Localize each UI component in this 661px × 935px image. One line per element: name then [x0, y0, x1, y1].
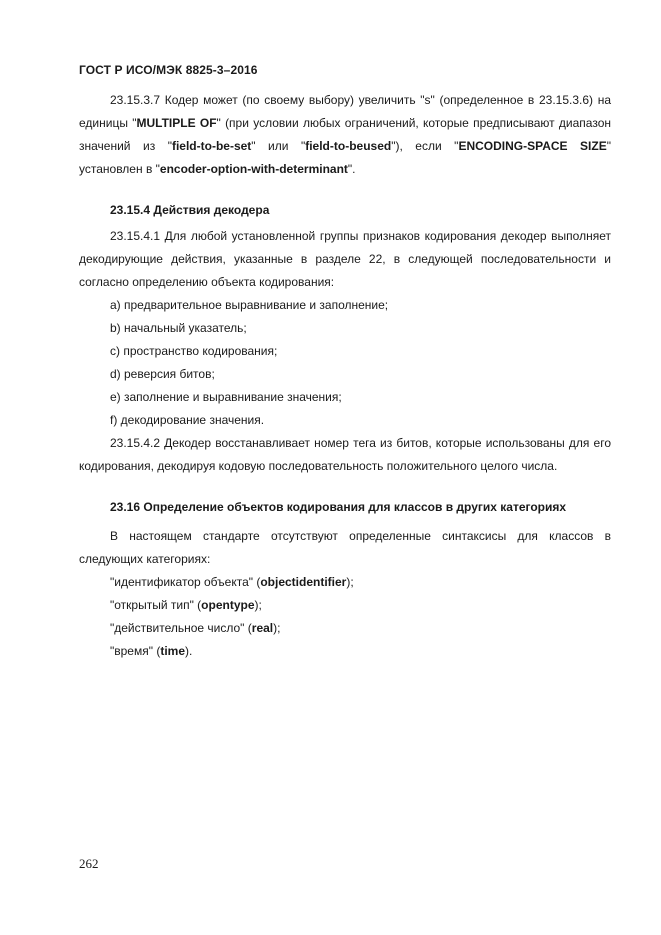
- standard-header: ГОСТ Р ИСО/МЭК 8825-3–2016: [79, 63, 258, 77]
- page-content: [79, 89, 611, 663]
- text-run: "идентификатор объекта" (: [110, 575, 261, 589]
- paragraph-23-15-3-7: [79, 89, 611, 181]
- list-item: [79, 571, 611, 594]
- text-run: ).: [185, 644, 193, 658]
- page-number: 262: [79, 856, 99, 871]
- paragraph-23-15-4-2: 23.15.4.2 Декодер восстанавливает номер тега из битов, которые использованы для его кодирования, декодируя кодовую последовательность положительного целого числа.: [79, 436, 611, 473]
- text-run: ".: [347, 162, 356, 176]
- list-item: e) заполнение и выравнивание значения;: [110, 390, 342, 404]
- term-time: time: [160, 644, 186, 658]
- section-heading-23-16: 23.16 Определение объектов кодирования для классов в других категориях: [110, 500, 567, 514]
- text-run: );: [346, 575, 354, 589]
- list-item: c) пространство кодирования;: [110, 344, 278, 358]
- term-real: real: [251, 621, 274, 635]
- term-encoding-space-size: ENCODING-SPACE SIZE: [458, 139, 607, 153]
- term-encoder-option: encoder-option-with-determinant: [159, 162, 348, 176]
- term-field-to-be-set: field-to-be-set: [171, 139, 252, 153]
- list-item: a) предварительное выравнивание и заполнение;: [110, 298, 389, 312]
- text-run: 23.15.3.7 Кодер может (по своему выбору) увеличить "s" (определенное в 23.15.3.6) на единицы ": [79, 93, 611, 130]
- text-run: "действительное число" (: [110, 621, 252, 635]
- text-run: " установлен в ": [79, 139, 611, 176]
- text-run: "открытый тип" (: [110, 598, 202, 612]
- list-item: f) декодирование значения.: [110, 413, 265, 427]
- paragraph-23-16-intro: В настоящем стандарте отсутствуют определенные синтаксисы для классов в следующих категориях:: [79, 529, 611, 566]
- paragraph-23-15-4-1: 23.15.4.1 Для любой установленной группы признаков кодирования декодер выполняет декодирующие действия, указанные в разделе 22, в следующей последовательности и согласно определению объекта кодирования:: [79, 229, 611, 289]
- list-item: [79, 617, 611, 640]
- text-run: );: [254, 598, 262, 612]
- term-opentype: opentype: [201, 598, 255, 612]
- term-multiple-of: MULTIPLE OF: [136, 116, 217, 130]
- list-item: [79, 640, 611, 663]
- text-run: " (при условии любых ограничений, которые предписывают диапазон значений из ": [79, 116, 611, 153]
- text-run: "), если ": [391, 139, 459, 153]
- term-field-to-beused: field-to-beused: [305, 139, 392, 153]
- list-item: [79, 594, 611, 617]
- text-run: "время" (: [110, 644, 161, 658]
- list-item: b) начальный указатель;: [110, 321, 247, 335]
- term-objectidentifier: objectidentifier: [260, 575, 347, 589]
- list-item: d) реверсия битов;: [110, 367, 215, 381]
- text-run: );: [273, 621, 281, 635]
- text-run: " или ": [251, 139, 306, 153]
- section-heading-23-15-4: 23.15.4 Действия декодера: [110, 203, 270, 217]
